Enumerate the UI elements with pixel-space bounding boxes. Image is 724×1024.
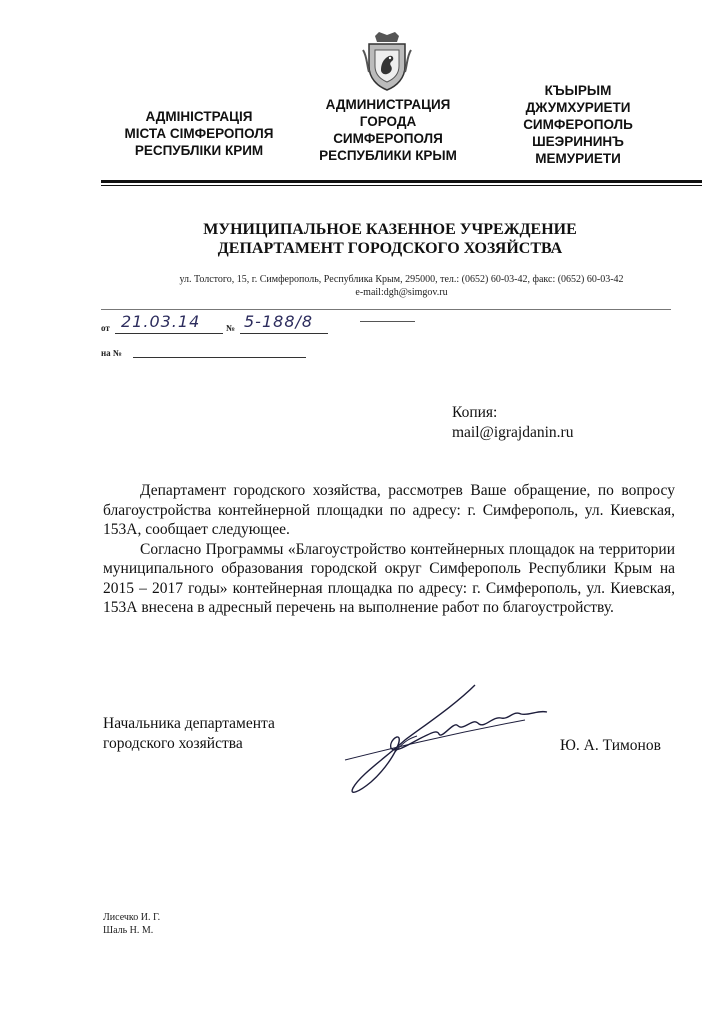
organization-title-line1: МУНИЦИПАЛЬНОЕ КАЗЕННОЕ УЧРЕЖДЕНИЕ bbox=[203, 221, 577, 238]
letterhead-ru-line: ГОРОДА bbox=[359, 114, 417, 129]
organization-email: e-mail:dgh@simgov.ru bbox=[355, 287, 448, 298]
reply-to-label: на № bbox=[101, 348, 122, 358]
letterhead-ua-line: РЕСПУБЛІКИ КРИМ bbox=[134, 143, 264, 158]
executor-name: Лисечко И. Г. bbox=[103, 912, 161, 923]
number-underline bbox=[240, 333, 328, 334]
letterhead-russian bbox=[304, 96, 472, 164]
letterhead-ct-line: МЕМУРИЕТИ bbox=[535, 151, 621, 166]
handwritten-signature bbox=[325, 680, 555, 800]
handwritten-number: 5-188/8 bbox=[244, 312, 314, 331]
copy-email: mail@igrajdanin.ru bbox=[452, 424, 574, 441]
letterhead-divider-thick bbox=[101, 180, 702, 183]
letterhead-ua-line: МІСТА СІМФЕРОПОЛЯ bbox=[124, 126, 274, 141]
letterhead-ct-line: СИМФЕРОПОЛЬ bbox=[523, 117, 633, 132]
executor-name: Шаль Н. М. bbox=[103, 925, 154, 936]
letterhead-ct-line: ДЖУМХУРИЕТИ bbox=[525, 100, 631, 115]
letterhead-ua-line: АДМІНІСТРАЦІЯ bbox=[145, 109, 253, 124]
organization-title-line2: ДЕПАРТАМЕНТ ГОРОДСКОГО ХОЗЯЙСТВА bbox=[217, 240, 563, 257]
letterhead-ru-line: АДМИНИСТРАЦИЯ bbox=[325, 97, 451, 112]
organization-address: ул. Толстого, 15, г. Симферополь, Республика Крым, 295000, тел.: (0652) 60-03-42, факс: (0652) 60-03-42 bbox=[179, 274, 624, 285]
crimea-coat-of-arms-icon bbox=[361, 32, 413, 92]
letterhead-ct-line: ШЕЭРИНИНЪ bbox=[532, 134, 624, 149]
date-label: от bbox=[101, 323, 110, 333]
letterhead-ukrainian bbox=[104, 108, 294, 159]
extra-underline bbox=[360, 321, 415, 322]
copy-block bbox=[452, 403, 573, 443]
signatory-title bbox=[103, 714, 275, 754]
signatory-title-line: Начальника департамента bbox=[103, 715, 275, 732]
letterhead-crimean-tatar bbox=[508, 82, 648, 167]
copy-label: Копия: bbox=[452, 404, 498, 421]
letter-body bbox=[103, 481, 675, 618]
reply-to-underline bbox=[133, 357, 306, 358]
letter-paragraph: Согласно Программы «Благоустройство контейнерных площадок на территории муниципального образования городской округ Симферополь Республики Крым на 2015 – 2017 годы» контейнерная площадка по адресу: г. Симферополь, ул. Киевская, 153А внесена в адресный перечень на выполнение работ по благоустройству. bbox=[103, 540, 675, 616]
signatory-title-line: городского хозяйства bbox=[103, 735, 243, 752]
handwritten-date: 21.03.14 bbox=[121, 312, 201, 331]
number-label: № bbox=[226, 323, 236, 333]
letterhead-ct-line: КЪЫРЫМ bbox=[544, 83, 612, 98]
executors bbox=[103, 911, 160, 937]
address-divider bbox=[101, 309, 671, 310]
letterhead-ru-line: СИМФЕРОПОЛЯ bbox=[333, 131, 443, 146]
letterhead-ru-line: РЕСПУБЛИКИ КРЫМ bbox=[319, 148, 457, 163]
date-underline bbox=[115, 333, 223, 334]
letterhead-divider-thin bbox=[101, 185, 702, 186]
signatory-name: Ю. А. Тимонов bbox=[560, 737, 661, 754]
letter-paragraph: Департамент городского хозяйства, рассмотрев Ваше обращение, по вопросу благоустройства контейнерной площадки по адресу: г. Симферополь, ул. Киевская, 153А, сообщает следующее. bbox=[103, 482, 675, 538]
